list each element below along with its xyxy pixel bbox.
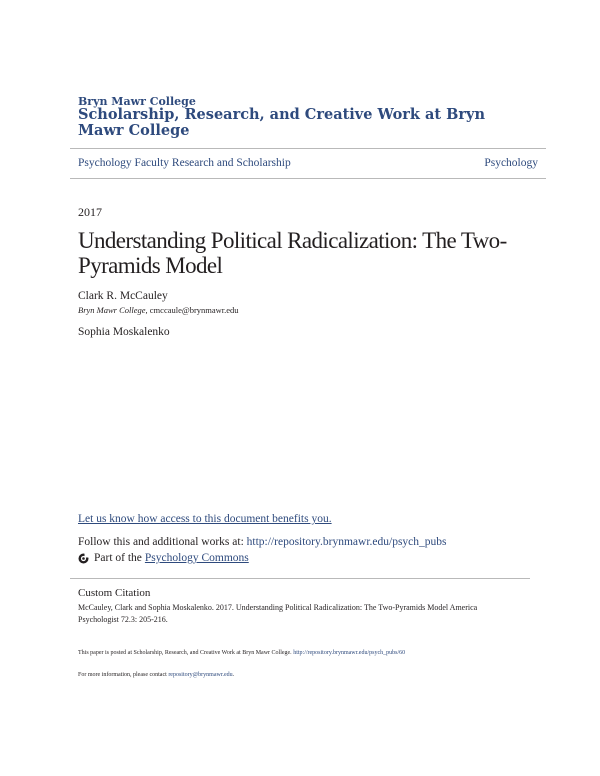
affiliation-name: Bryn Mawr College	[78, 305, 146, 315]
institution-name: Bryn Mawr College	[78, 95, 196, 108]
document-title: Understanding Political Radicalization: The Two-Pyramids Model	[78, 228, 507, 278]
contact-end: .	[232, 672, 235, 678]
part-of-label: Part of the	[94, 552, 142, 564]
department-link[interactable]: Psychology	[484, 157, 538, 169]
collection-link[interactable]: Psychology Faculty Research and Scholarship	[78, 157, 291, 169]
item-url-link[interactable]: http://repository.brynmawr.edu/psych_pubs/60	[293, 650, 406, 656]
contact-email-link[interactable]: repository@brynmawr.edu	[168, 672, 233, 678]
commons-network-icon	[78, 553, 89, 564]
citation-divider	[70, 578, 530, 579]
author-name-2: Sophia Moskalenko	[78, 326, 170, 338]
citation-heading: Custom Citation	[78, 587, 151, 599]
author-email: , cmccaule@brynmawr.edu	[145, 305, 239, 315]
posted-label: This paper is posted at Scholarship, Research, and Creative Work at Bryn Mawr College.	[78, 650, 294, 656]
author-affiliation	[78, 305, 239, 315]
divider-top	[70, 148, 546, 149]
author-name: Clark R. McCauley	[78, 290, 168, 302]
feedback-link[interactable]: Let us know how access to this document benefits you.	[78, 513, 332, 525]
follow-url-link[interactable]: http://repository.brynmawr.edu/psych_pubs	[246, 536, 447, 548]
posted-notice	[78, 650, 405, 656]
citation-text: McCauley, Clark and Sophia Moskalenko. 2017. Understanding Political Radicalization: The Two-Pyramids Model America Psychologist 72.3: 205-216.	[78, 603, 478, 624]
contact-label: For more information, please contact	[78, 672, 169, 678]
publication-year: 2017	[78, 205, 102, 219]
commons-link[interactable]: Psychology Commons	[144, 552, 249, 564]
contact-notice	[78, 672, 234, 678]
follow-line	[78, 536, 447, 548]
repository-title: Scholarship, Research, and Creative Work at Bryn Mawr College	[78, 106, 486, 139]
follow-label: Follow this and additional works at:	[78, 536, 247, 548]
part-of-line	[78, 552, 249, 564]
divider-bottom	[70, 178, 546, 179]
